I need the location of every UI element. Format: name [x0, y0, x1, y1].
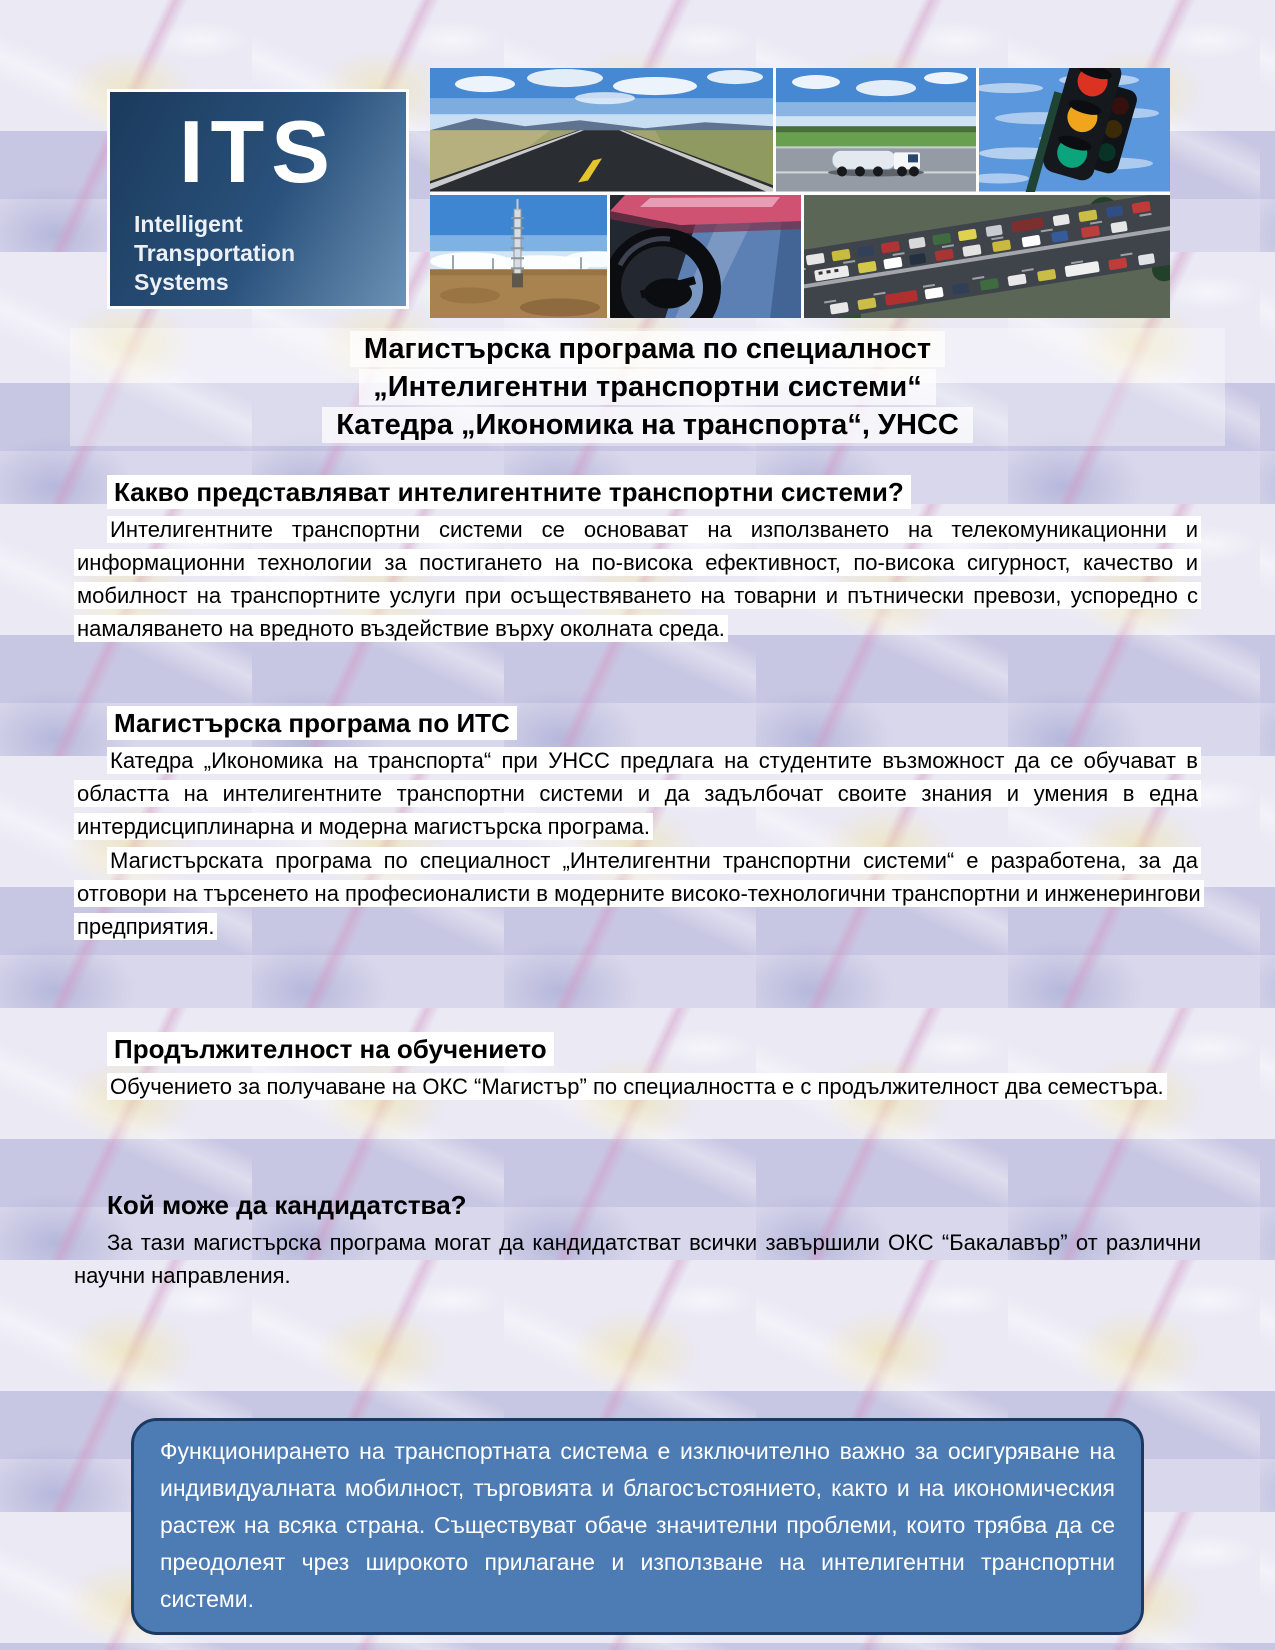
body-paragraph: Интелигентните транспортни системи се основават на използването на телекомуникационни и информационни технологии за постигането на по-висока ефективност, по-висока сигурност, качество и мобилност на транспортните услуги при осъществяването на товарни и пътнически превози, успоредно с намаляването на вредното въздействие върху околната среда.: [74, 513, 1201, 645]
footer-callout: [131, 1418, 1144, 1635]
section-heading: Магистърска програма по ИТС: [107, 707, 1201, 739]
desert-highway-photo: [430, 68, 773, 192]
collage-top-row: [430, 68, 1170, 192]
title-line: Катедра „Икономика на транспорта“, УНСС: [322, 407, 973, 443]
body-paragraph: Обучението за получаване на ОКС “Магистър” по специалността е с продължителност два семестъра.: [74, 1070, 1201, 1103]
title-line: „Интелигентни транспортни системи“: [359, 369, 935, 405]
its-logo-subtitle-line: Intelligent: [134, 211, 243, 237]
section-what-is-its: [74, 476, 1201, 645]
section-heading: Продължителност на обучението: [107, 1033, 1201, 1065]
section-heading: Кой може да кандидатства?: [107, 1190, 467, 1220]
collage-bottom-row: [430, 195, 1170, 319]
antenna-mast-photo: [430, 195, 607, 319]
section-heading: Какво представляват интелигентните транспортни системи?: [107, 476, 1201, 508]
section-masters-program: [74, 707, 1201, 943]
its-logo-text: ITS: [179, 102, 337, 201]
title-line: Магистърска програма по специалност: [350, 331, 945, 367]
page-title: [70, 328, 1225, 446]
its-logo-subtitle: [134, 210, 406, 297]
banner: [110, 68, 1170, 318]
its-logo-subtitle-line: Transportation: [134, 240, 296, 266]
section-duration: [74, 1033, 1201, 1103]
its-logo: [110, 92, 406, 306]
body-paragraph: Магистърската програма по специалност „Интелигентни транспортни системи“ е разработена, за да отговори на търсенето на професионалисти в модерните високо-технологични транспортни и инженерингови предприятия.: [74, 844, 1201, 943]
body-paragraph: Катедра „Икономика на транспорта“ при УНСС предлага на студентите възможност да се обучават в областта на интелигентните транспортни системи и да задълбочат своите знания и умения в една интердисциплинарна и модерна магистърска програма.: [74, 744, 1201, 843]
car-steering-photo: [610, 195, 801, 319]
page-content: [0, 476, 1275, 1635]
footer-callout-text: Функционирането на транспортната система е изключително важно за осигуряване на индивидуалната мобилност, търговията и благосъстоянието, както и на икономическия растеж на всяка страна. Съществуват обаче значителни проблеми, които трябва да се преодолеят чрез широкото прилагане и използване на интелигентни транспортни системи.: [160, 1438, 1115, 1612]
its-logo-subtitle-line: Systems: [134, 269, 229, 295]
body-paragraph: За тази магистърска програма могат да кандидатстват всички завършили ОКС “Бакалавър” от различни научни направления.: [74, 1230, 1201, 1288]
section-who-can-apply: [74, 1189, 1201, 1292]
aerial-traffic-photo: [804, 195, 1170, 319]
traffic-light-photo: [979, 68, 1170, 192]
photo-collage: [430, 68, 1170, 318]
tanker-truck-photo: [776, 68, 976, 192]
